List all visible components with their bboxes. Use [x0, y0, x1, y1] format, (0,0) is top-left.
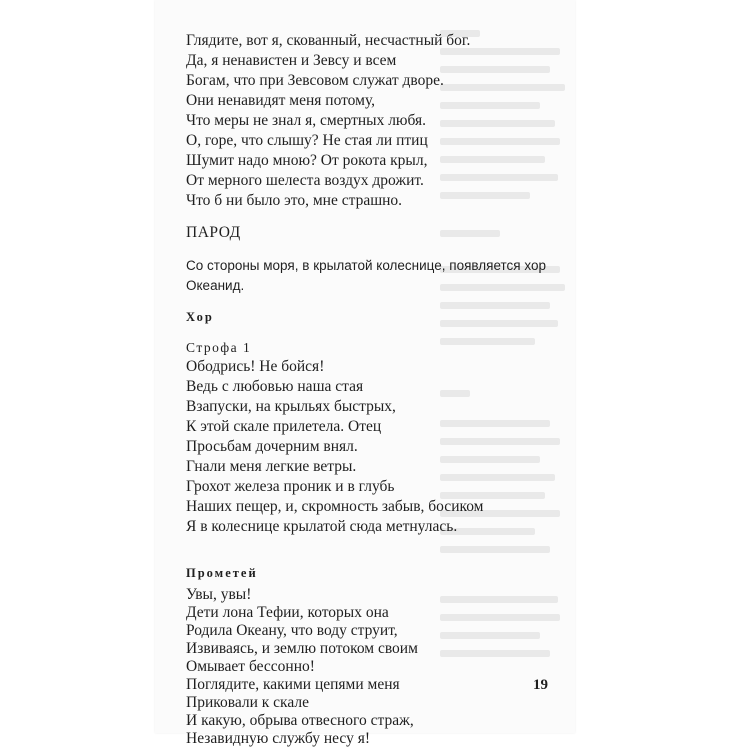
verse-line: Ведь с любовью наша стая	[186, 378, 364, 395]
verse-line: Что б ни было это, мне страшно.	[186, 192, 403, 209]
verse-line: Увы, увы!	[186, 586, 252, 603]
verse-line: Грохот железа проник и в глубь	[186, 478, 395, 495]
speaker-label-prometheus: Прометей	[186, 566, 258, 580]
verse-line: Незавидную службу несу я!	[186, 730, 371, 747]
verse-line: От мерного шелеста воздух дрожит.	[186, 172, 424, 189]
verse-line: Ободрись! Не бойся!	[186, 358, 325, 375]
verse-line: Поглядите, какими цепями меня	[186, 676, 400, 693]
verse-line: Приковали к скале	[186, 694, 309, 711]
verse-line: И какую, обрыва отвесного страж,	[186, 712, 414, 729]
verse-line: Взапуски, на крыльях быстрых,	[186, 398, 396, 415]
verse-line: Наших пещер, и, скромность забыв, босиком	[186, 498, 484, 515]
verse-line: Они ненавидят меня потому,	[186, 92, 376, 109]
page-number: 19	[533, 677, 548, 693]
section-heading: ПАРОД	[186, 224, 241, 241]
stage-direction: Со стороны моря, в крылатой колеснице, появляется хор Океанид.	[186, 258, 546, 293]
verse-line: Богам, что при Зевсовом служат дворе.	[186, 72, 444, 89]
verse-line: Гнали меня легкие ветры.	[186, 458, 357, 475]
strophe-label: Строфа 1	[186, 340, 252, 355]
verse-line: Просьбам дочерним внял.	[186, 438, 358, 455]
verse-line: Я в колеснице крылатой сюда метнулась.	[186, 518, 458, 535]
speaker-label-chorus: Хор	[186, 310, 214, 324]
verse-line: Извиваясь, и землю потоком своим	[186, 640, 418, 657]
verse-line: О, горе, что слышу? Не стая ли птиц	[186, 132, 428, 149]
verse-line: Дети лона Тефии, которых она	[186, 604, 389, 621]
verse-line: Омывает бессонно!	[186, 658, 315, 675]
verse-line: Что меры не знал я, смертных любя.	[186, 112, 427, 129]
verse-line: Да, я ненавистен и Зевсу и всем	[186, 52, 397, 69]
verse-line: Шумит надо мною? От рокота крыл,	[186, 152, 428, 169]
verse-line: К этой скале прилетела. Отец	[186, 418, 382, 435]
verse-line: Родила Океану, что воду струит,	[186, 622, 398, 639]
verse-line: Глядите, вот я, скованный, несчастный бог.	[186, 32, 471, 49]
main-text-column	[186, 0, 546, 747]
